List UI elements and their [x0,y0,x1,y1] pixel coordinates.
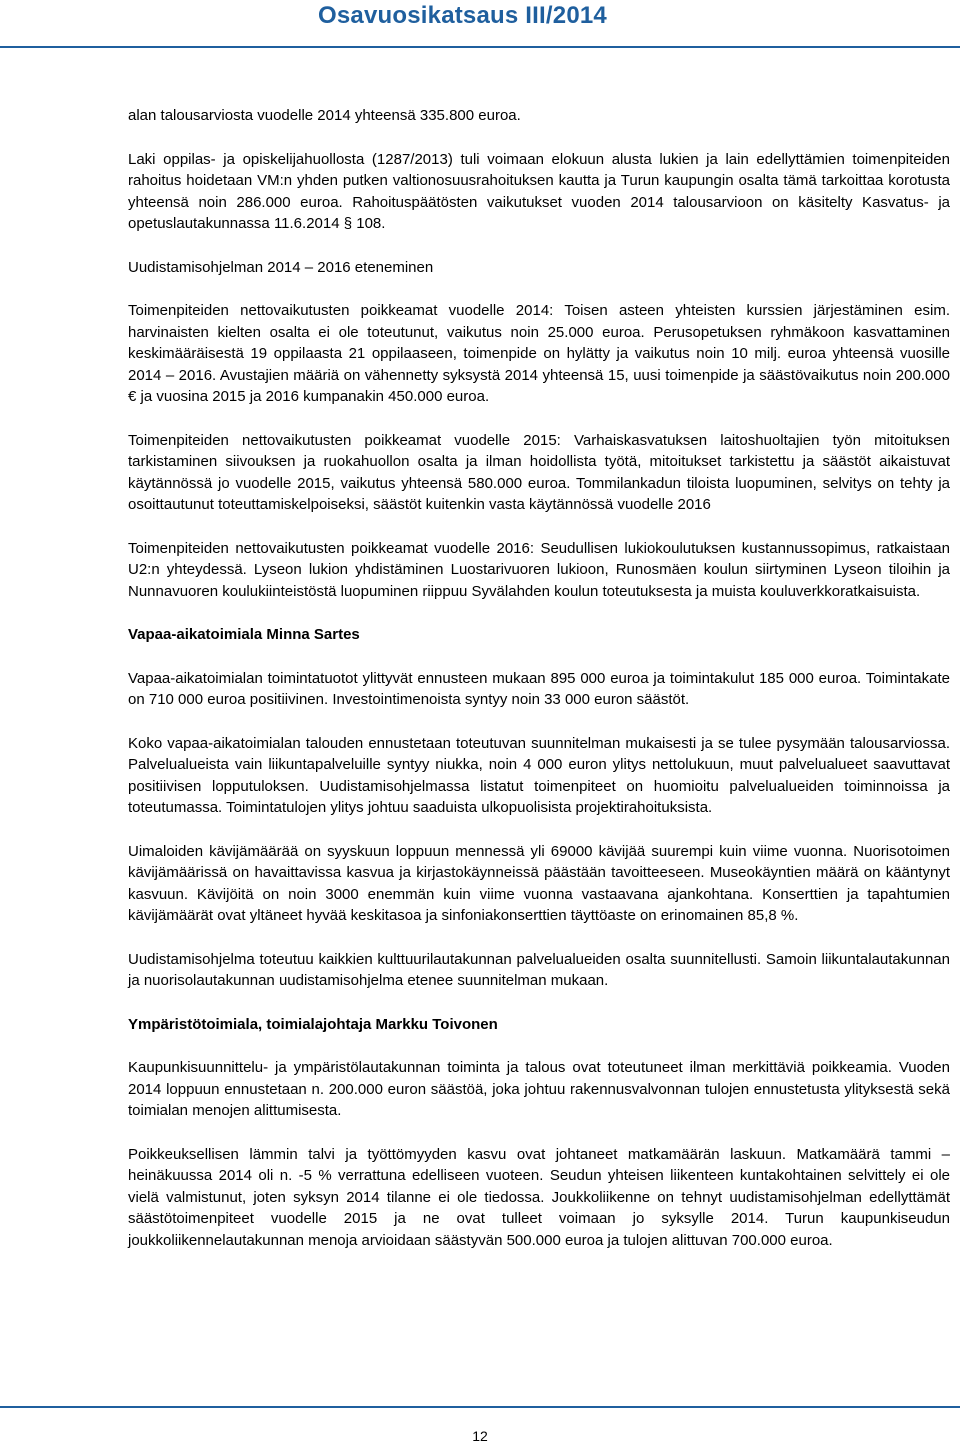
header-divider [0,46,960,48]
paragraph: Poikkeuksellisen lämmin talvi ja työttömyyden kasvu ovat johtaneet matkamäärän laskuun. Matkamäärä tammi – heinäkuussa 2014 oli n. -5 % verrattuna edelliseen vuoteen. Seudun yhteisen liikenteen kuntakohtainen selvittely ei ole vielä valmistunut, joten syksyn 2014 tilanne ei ole tiedossa. Joukkoliikenne on tehnyt uudistamisohjelman edellyttämät säästötoimenpiteet vuodelle 2015 ja ne ovat tulleet voimaan jo syksylle 2014. Turun kaupunkiseudun joukkoliikennelautakunnan menoja arvioidaan säästyvän 500.000 euroa ja tulojen alittuvan 700.000 euroa. [128,1145,950,1249]
paragraph: Kaupunkisuunnittelu- ja ympäristölautakunnan toiminta ja talous ovat toteutuneet ilman merkittäviä poikkeamia. Vuoden 2014 loppuun ennustetaan n. 200.000 euron säästöä, joka johtuu rakennusvalvonnan tulojen ennustetusta ylityksestä sekä toimialan menojen alittumisesta. [128,1059,950,1119]
page-number: 12 [472,1428,488,1444]
paragraph: Koko vapaa-aikatoimialan talouden ennustetaan toteutuvan suunnitelman mukaisesti ja se tulee pysymään talousarviossa. Palvelualueista vain liikuntapalveluille syntyy niukka, noin 4 000 euron ylitys nettolukuun, muut palvelualueet saavuttavat positiivisen lopputuloksen. Uudistamisohjelmassa listatut toimenpiteet on huomioitu palvelualueiden toiminnoissa ja toteutumassa. Toimintatulojen ylitys johtuu saaduista ulkopuolisista projektirahoituksista. [128,734,950,816]
footer-divider [0,1406,960,1408]
section-heading: Ympäristötoimiala, toimialajohtaja Markku Toivonen [128,1015,498,1033]
document-header-title: Osavuosikatsaus III/2014 [318,2,607,29]
paragraph: alan talousarviosta vuodelle 2014 yhteensä 335.800 euroa. [128,107,521,124]
document-body [128,105,950,1251]
paragraph-subheading: Uudistamisohjelman 2014 – 2016 eteneminen [128,258,434,276]
section-heading: Vapaa-aikatoimiala Minna Sartes [128,626,360,643]
paragraph: Uudistamisohjelma toteutuu kaikkien kulttuurilautakunnan palvelualueiden osalta suunnitellusti. Samoin liikuntalautakunnan ja nuorisolautakunnan uudistamisohjelma etenee suunnitelman mukaan. [128,950,950,989]
paragraph: Toimenpiteiden nettovaikutusten poikkeamat vuodelle 2015: Varhaiskasvatuksen laitoshuoltajien työn mitoituksen tarkistaminen siivouksen ja ruokahuollon osalta ja ilman hoidollista työtä, mitoitukset tarkistettu ja säästöt aikaistuvat käytännössä jo vuodelle 2015, vaikutus yhteensä 580.000 euroa. Tommilankadun tiloista luopuminen, selvitys on tehty ja osoittautunut toteuttamiskelpoiseksi, säästöt kuitenkin vasta käytännössä vuodelle 2016 [128,431,950,513]
paragraph: Uimaloiden kävijämäärää on syyskuun loppuun mennessä yli 69000 kävijää suurempi kuin viime vuonna. Nuorisotoimen kävijämäärissä on havaittavissa kasvua ja kirjastokäynneissä päästään tavoitteeseen. Museokäyntien määrä on kääntynyt kasvuun. Kävijöitä on noin 3000 enemmän kuin viime vuonna vastaavana ajankohtana. Konserttien ja tapahtumien kävijämäärät ovat yltäneet hyvää keskitasoa ja sinfoniakonserttien täyttöaste on erinomainen 85,8 %. [128,842,950,924]
paragraph: Toimenpiteiden nettovaikutusten poikkeamat vuodelle 2014: Toisen asteen yhteisten kurssien järjestäminen esim. harvinaisten kielten osalta ei ole toteutunut, vaikutus noin 25.000 euroa. Perusopetuksen ryhmäkoon kasvattaminen keskimääräisestä 19 oppilaasta 21 oppilaaseen, toimenpide on hylätty ja vaikutus noin 10 milj. euroa yhteensä vuosille 2014 – 2016. Avustajien määriä on vähennetty syksystä 2014 yhteensä 15, uusi toimenpide ja säästövaikutus noin 200.000 € ja vuosina 2015 ja 2016 kumpanakin 450.000 euroa. [128,302,950,405]
paragraph: Vapaa-aikatoimialan toimintatuotot ylittyvät ennusteen mukaan 895 000 euroa ja toimintakulut 185 000 euroa. Toimintakate on 710 000 euroa positiivinen. Investointimenoista syntyy noin 33 000 euron säästöt. [128,669,950,708]
paragraph: Toimenpiteiden nettovaikutusten poikkeamat vuodelle 2016: Seudullisen lukiokoulutuksen kustannussopimus, ratkaistaan U2:n yhteydessä. Lyseon lukion yhdistäminen Luostarivuoren lukioon, Runosmäen koulun siirtyminen Lyseon tiloihin ja Nunnavuoren koulukiinteistöstä luopuminen riippuu Syvälahden koulun toteutuksesta ja muista kouluverkkoratkaisuista. [128,539,950,600]
paragraph: Laki oppilas- ja opiskelijahuollosta (1287/2013) tuli voimaan elokuun alusta lukien ja lain edellyttämien toimenpiteiden rahoitus hoidetaan VM:n yhden putken valtionosuusrahoituksen kautta ja Turun kaupungin osalta tämä tarkoittaa korotusta yhteensä noin 286.000 euroa. Rahoituspäätösten vaikutukset vuoden 2014 talousarvioon on käsitelty Kasvatus- ja opetuslautakunnassa 11.6.2014 § 108. [128,150,950,232]
